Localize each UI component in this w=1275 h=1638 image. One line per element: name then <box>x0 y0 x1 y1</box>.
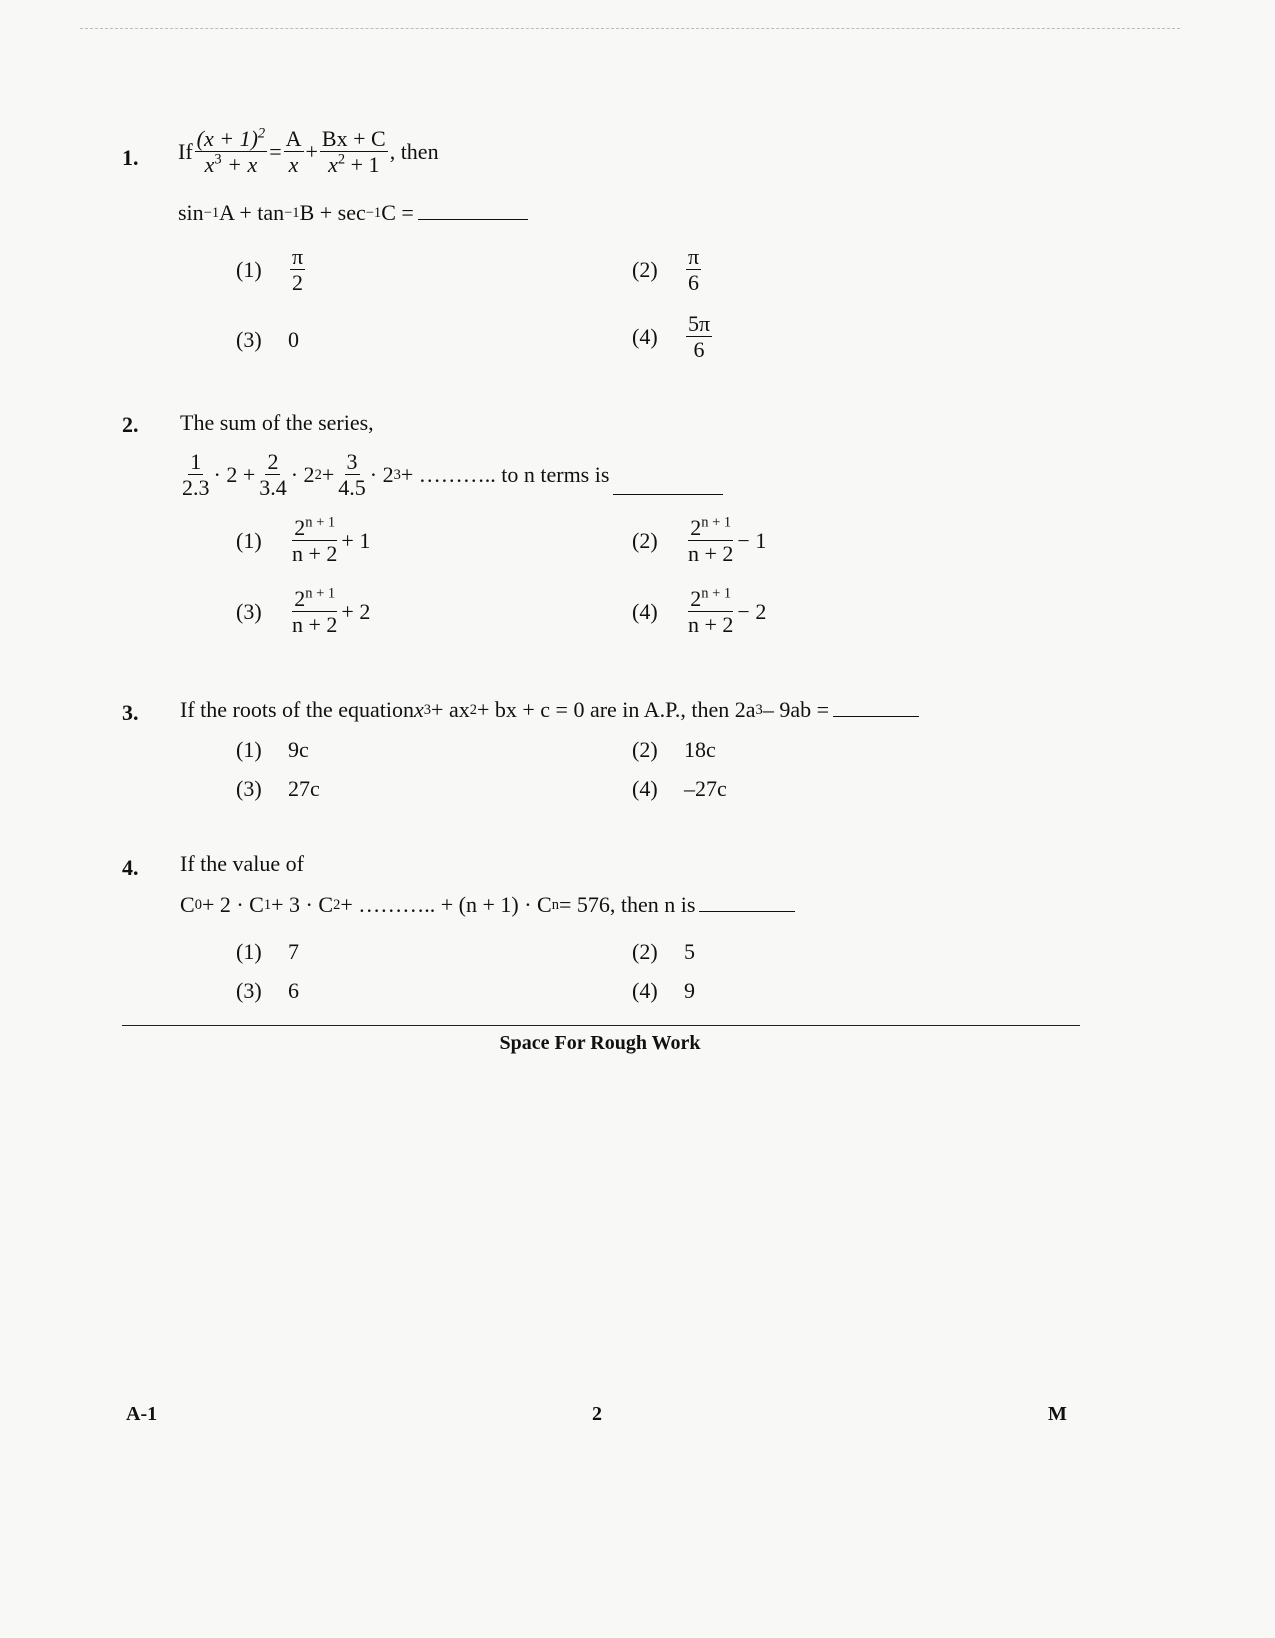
page-number: 2 <box>592 1403 602 1425</box>
option-1[interactable]: (1) 7 <box>236 939 299 964</box>
scan-top-edge <box>80 28 1180 29</box>
footer-series: M <box>1048 1403 1067 1425</box>
fraction: $\frac{(x + 1)^2}{x^3 + x}$ <box>196 125 266 178</box>
question-stem: If the roots of the equation x 3 + ax 2 + bx + c = 0 are in A.P., then 2a 3 – 9ab = <box>180 699 919 721</box>
option-1[interactable]: (1) $\frac{2^{n + 1}}{n + 2}$ + 1 <box>236 514 371 567</box>
option-1[interactable]: (1) 9c <box>236 737 309 762</box>
rough-work-heading: Space For Rough Work <box>499 1032 701 1054</box>
answer-blank <box>833 715 919 717</box>
option-3[interactable]: (3) 0 <box>236 327 299 352</box>
option-4[interactable]: (4) $\frac{2^{n + 1}}{n + 2}$ − 2 <box>632 585 767 638</box>
option-2[interactable]: (2) $\frac{\pi}{6}$ <box>632 244 700 296</box>
question-number: 4. <box>122 855 139 880</box>
option-3[interactable]: (3) 6 <box>236 978 299 1003</box>
question-stem: If $\frac{(x + 1)^2}{x^3 + x}$ = $\frac{A}{x}$ + $\frac{Bx + C}{x^2 + 1}$ , then <box>178 125 439 178</box>
fraction: $\frac{Bx + C}{x^2 + 1}$ <box>321 126 386 178</box>
option-2[interactable]: (2) 18c <box>632 737 716 762</box>
question-stem: If the value of <box>180 851 304 876</box>
question-number: 2. <box>122 412 139 437</box>
option-4[interactable]: (4) 9 <box>632 978 695 1003</box>
option-4[interactable]: (4) –27c <box>632 776 727 801</box>
answer-blank <box>613 493 723 495</box>
answer-blank <box>418 218 528 220</box>
question-number: 3. <box>122 700 139 725</box>
option-2[interactable]: (2) $\frac{2^{n + 1}}{n + 2}$ − 1 <box>632 514 767 567</box>
option-3[interactable]: (3) $\frac{2^{n + 1}}{n + 2}$ + 2 <box>236 585 371 638</box>
option-3[interactable]: (3) 27c <box>236 776 320 801</box>
fraction: $\frac{A}{x}$ <box>285 126 302 178</box>
answer-blank <box>699 910 795 912</box>
option-2[interactable]: (2) 5 <box>632 939 695 964</box>
footer-code: A-1 <box>126 1403 158 1425</box>
question-line: C 0 + 2 · C 1 + 3 · C 2 + ……….. + (n + 1) · C n = 576, then n is <box>180 894 795 916</box>
option-4[interactable]: (4) $\frac{5\pi}{6}$ <box>632 311 711 363</box>
series-line: $\frac{1}{2.3}$ · 2 + $\frac{2}{3.4}$ · 2 2 + $\frac{3}{4.5}$ · 2 3 + ……….. to n terms is <box>178 450 723 499</box>
question-line: sin −1 A + tan −1 B + sec −1 C = <box>178 202 528 224</box>
question-number: 1. <box>122 145 139 170</box>
question-stem: The sum of the series, <box>180 410 374 435</box>
rough-work-divider <box>122 1025 1080 1026</box>
option-1[interactable]: (1) $\frac{\pi}{2}$ <box>236 244 304 296</box>
